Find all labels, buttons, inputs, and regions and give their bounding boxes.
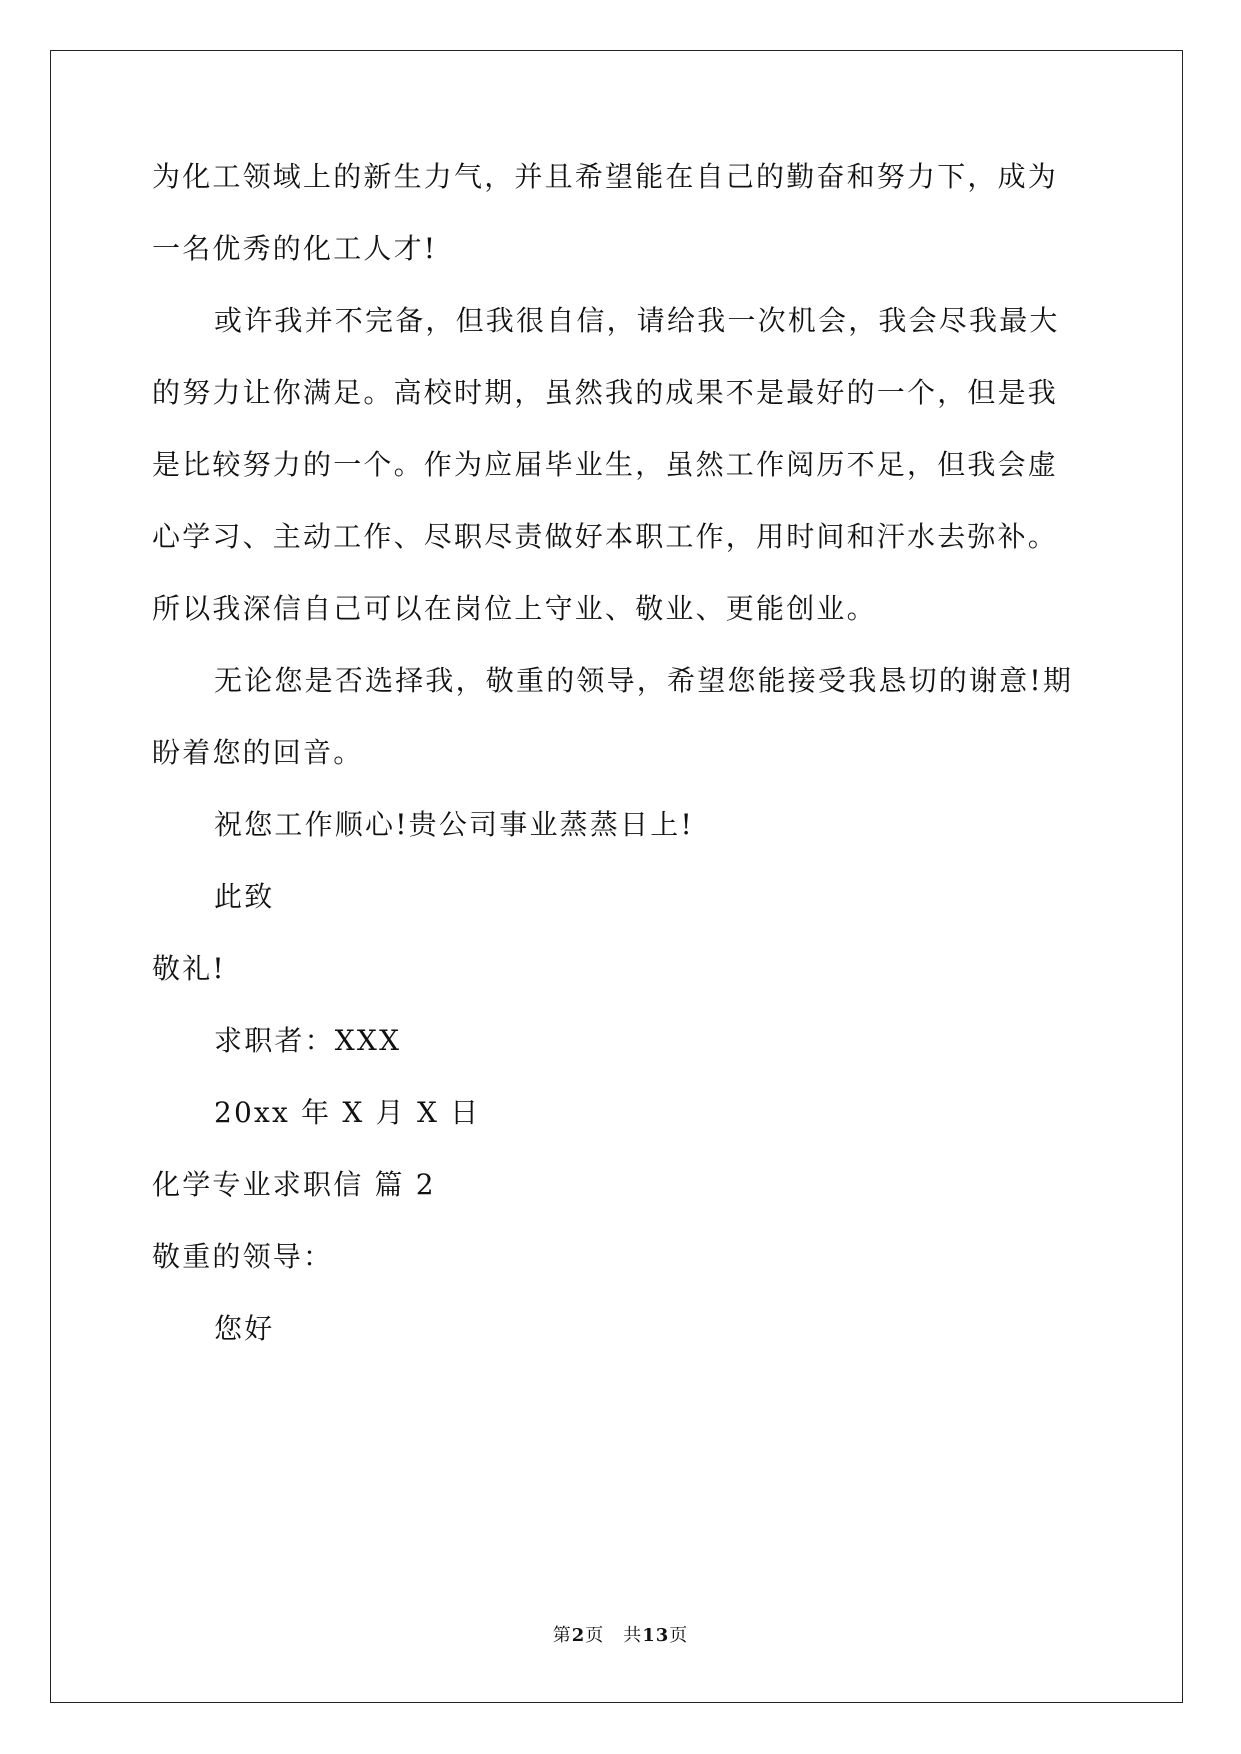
paragraph-line: 所以我深信自己可以在岗位上守业、敬业、更能创业。 [152,592,877,625]
closing-regards: 敬礼! [152,952,226,985]
closing-wish: 祝您工作顺心!贵公司事业蒸蒸日上! [214,808,694,841]
footer-suffix: 页 [669,1625,689,1646]
paragraph-line: 盼着您的回音。 [152,736,364,769]
page-frame [50,50,1183,1703]
page-footer [0,1625,1241,1647]
greeting-hello: 您好 [214,1312,275,1345]
footer-mid: 页 共 [585,1625,643,1646]
paragraph-line: 无论您是否选择我，敬重的领导，希望您能接受我恳切的谢意!期 [214,664,1074,697]
page-number: 2 [571,1625,586,1646]
paragraph-line: 心学习、主动工作、尽职尽责做好本职工作，用时间和汗水去弥补。 [152,520,1059,553]
section-heading: 化学专业求职信 篇 2 [152,1168,436,1201]
paragraph-line: 或许我并不完备，但我很自信，请给我一次机会，我会尽我最大 [214,304,1060,337]
paragraph-line: 一名优秀的化工人才! [152,232,438,265]
date: 20xx 年 X 月 X 日 [214,1096,481,1129]
paragraph-line: 是比较努力的一个。作为应届毕业生，虽然工作阅历不足，但我会虚 [152,448,1059,481]
closing-salutation: 此致 [214,880,275,913]
paragraph-line: 为化工领域上的新生力气，并且希望能在自己的勤奋和努力下，成为 [152,160,1059,193]
greeting: 敬重的领导： [152,1240,334,1273]
signature: 求职者：XXX [214,1024,402,1057]
total-pages: 13 [642,1625,670,1646]
footer-prefix: 第 [552,1625,572,1646]
paragraph-line: 的努力让你满足。高校时期，虽然我的成果不是最好的一个，但是我 [152,376,1059,409]
